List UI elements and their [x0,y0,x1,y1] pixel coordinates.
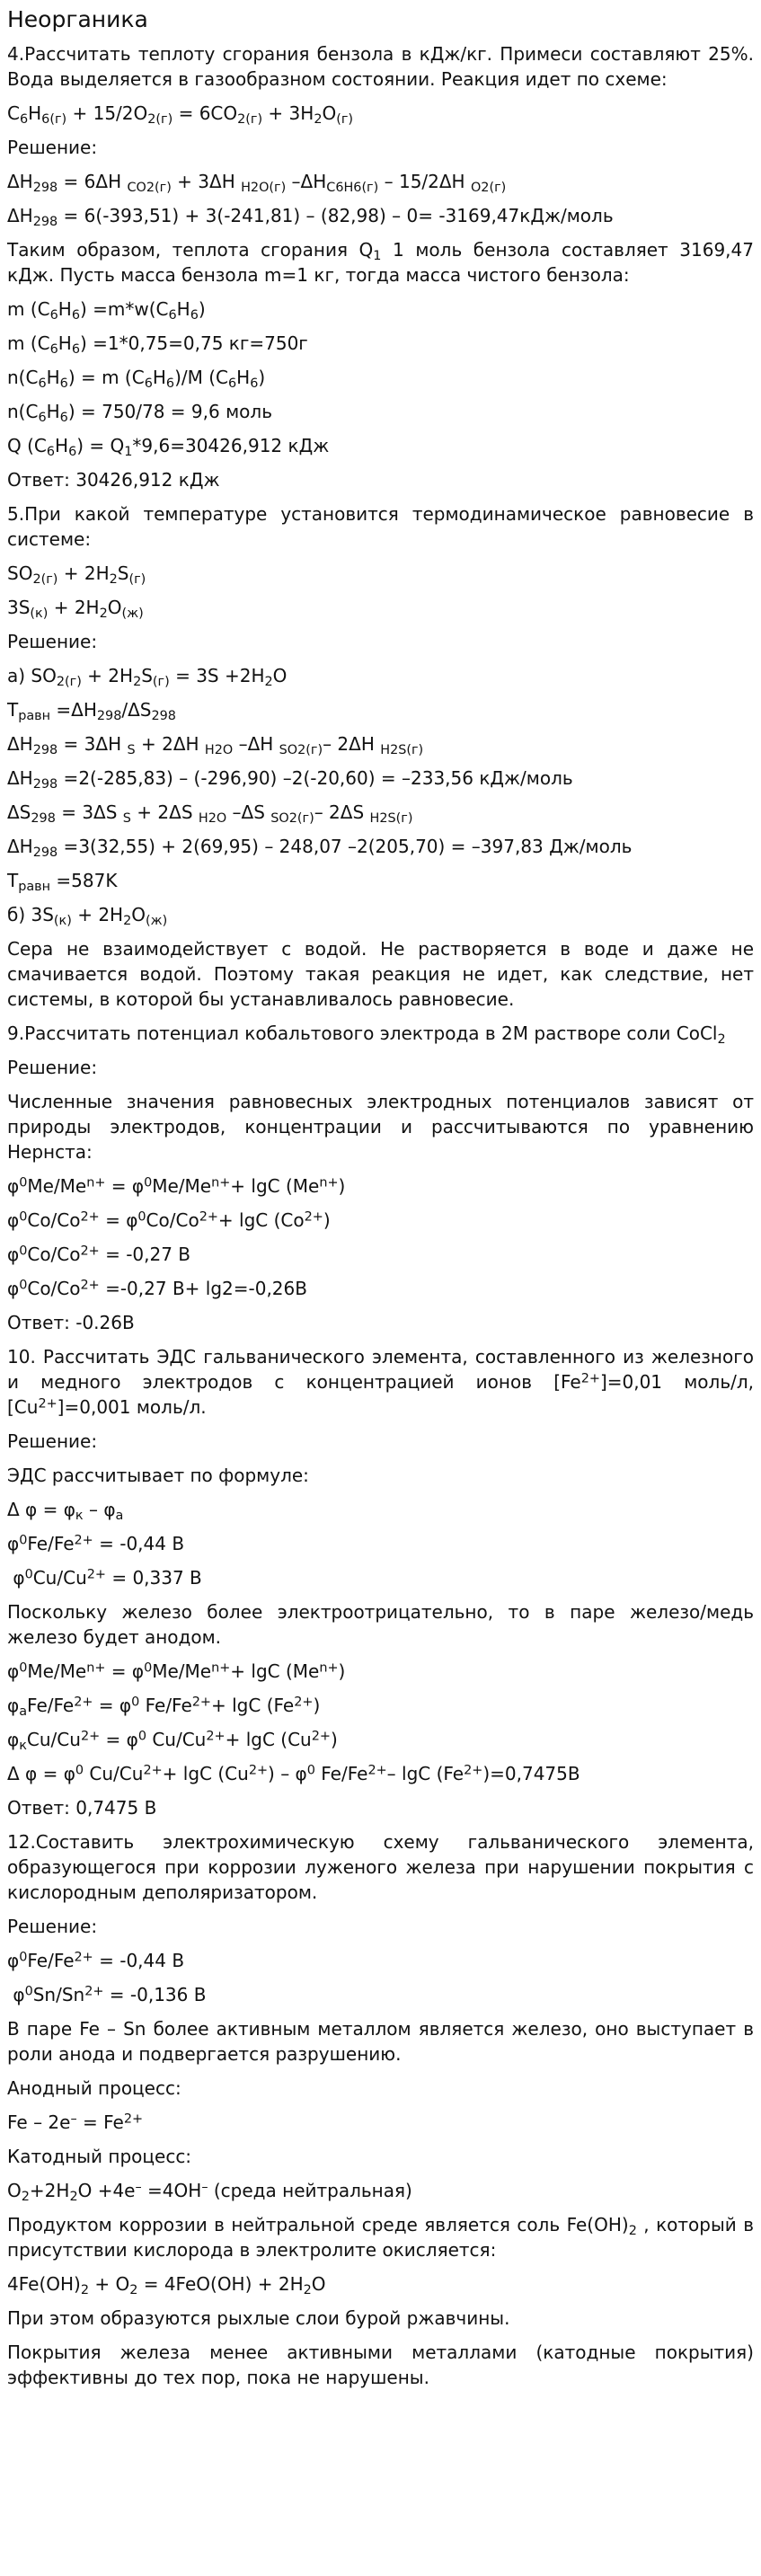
paragraph: $C_6H_{6(г)} + 15/2O_{2(г)} = 6CO_{2(г)} + 3H_2O_{(г)}$ [7,102,354,128]
paragraph: $\varphi^0Fe/Fe^{2+} = -0,44$ В [7,1533,185,1554]
paragraph: $\varphi_аFe/Fe^{2+} = \varphi^0$ $Fe/Fe^{2+}+ \lg C$ $(Fe^{2+})$ [7,1695,321,1720]
paragraph: $\Delta H_{298} = 6(-393,51) + 3(-241,81) - (82,98) - 0=$ -3169,47кДж/моль [7,205,614,230]
paragraph: $\varphi^0Co/Co^{2+} = -0,27$ В [7,1244,191,1265]
paragraph: $T_{равн} =587K$ [7,870,118,895]
paragraph: Численные значения равновесных электродных потенциалов зависят от природы электродов, концентрации и рассчитываются по уравнению Нернста: [7,1091,754,1163]
paragraph: Δ $\varphi = \varphi_к - \varphi_а$ [7,1499,124,1524]
paragraph: $Fe - 2e^- = Fe^{2+}$ [7,2111,144,2133]
paragraph: Решение: [7,137,98,158]
paragraph: Ответ: -0.26В [7,1312,135,1333]
paragraph: В паре Fe – Sn более активным металлом является железо, оно выступает в роли анода и подвергается разрушению. [7,2018,754,2065]
paragraph: $n(C_6H_6) = m$ $(C_6H_6)/M$ $(C_6H_6)$ [7,367,266,392]
paragraph: Q $(C_6H_6) = Q_1*9,6=30426,912$ кДж [7,435,330,460]
page-title: Неорганика [7,6,148,32]
paragraph: Решение: [7,1916,98,1937]
paragraph: 5.При какой температуре установится термодинамическое равновесие в системе: [7,503,754,550]
paragraph: Решение: [7,631,98,652]
paragraph: Решение: [7,1430,98,1452]
paragraph: $\varphi^0Cu/Cu^{2+} = 0,337$ В [7,1567,202,1589]
paragraph: При этом образуются рыхлые слои бурой ржавчины. [7,2307,510,2329]
paragraph: $\Delta H_{298} =3(32,55) + 2(69,95) - 248,07$ –2(205,70) = –397,83 Дж/моль [7,836,633,861]
paragraph: $\varphi^0Co/Co^{2+} =-0,27$ В+ lg2=-0,26В [7,1278,307,1299]
paragraph: ЭДС рассчитывает по формуле: [7,1465,309,1486]
paragraph: $3S_{(к)} + 2H_2O_{(ж)}$ [7,597,144,622]
paragraph: 4.Рассчитать теплоту сгорания бензола в кДж/кг. Примеси составляют 25%. Вода выделяется в газообразном состоянии. Реакция идет по схеме: [7,43,754,90]
paragraph: Таким образом, теплота сгорания $Q_1$ 1 моль бензола составляет 3169,47 кДж. Пусть масса бензола m=1 кг, тогда масса чистого бензола: [7,239,754,286]
paragraph: $\varphi^0Me/Me^{n+} = \varphi^0Me/Me^{n+}+ \lg C$ $(Me^{n+})$ [7,1175,346,1197]
paragraph: Анодный процесс: [7,2077,181,2099]
paragraph: Ответ: 0,7475 В [7,1797,157,1819]
paragraph: Сера не взаимодействует с водой. Не растворяется в воде и даже не смачивается водой. Поэтому такая реакция не идет, как следствие, нет системы, в которой бы устанавливалось равновесие. [7,938,754,1010]
paragraph: Δ $\varphi = \varphi^0$ $Cu/Cu^{2+}+ \lg C$ $(Cu^{2+}) - \varphi^0$ $Fe/Fe^{2+}-$ lgC $(Fe^{2+})=0,7475В$ [7,1763,580,1784]
paragraph: $\Delta S_{298} = 3\Delta S$ $_S$ + 2ΔS $_{H2O}$ –ΔS $_{SO2(г)}$– 2ΔS $_{H2S(г)}$ [7,801,413,827]
paragraph: $O_2+2H_2O +4e^- =4OH^-$ (среда нейтральная) [7,2180,412,2205]
paragraph: б) $3S_{(к)} + 2H_2O_{(ж)}$ [7,904,168,929]
paragraph: $\varphi^0Sn/Sn^{2+} = -0,136$ В [7,1984,207,2005]
paragraph: $\Delta H_{298} =2(-285,83) - (-296,90) -2(-20,60) = -233,56$ кДж/моль [7,767,573,792]
paragraph: m $(C_6H_6) =m*w(C_6H_6)$ [7,298,206,323]
paragraph: Решение: [7,1057,98,1078]
paragraph: m $(C_6H_6) =1*0,75=0,75$ кг=750г [7,332,308,358]
paragraph: $\varphi_кCu/Cu^{2+} = \varphi^0$ $Cu/Cu^{2+}+ \lg C$ $(Cu^{2+})$ [7,1729,338,1754]
paragraph: Покрытия железа менее активными металлами (катодные покрытия) эффективны до тех пор, пока не нарушены. [7,2341,754,2388]
paragraph: $n(C_6H_6) = 750/78 = 9,6$ моль [7,401,272,426]
paragraph: $T_{равн} =\Delta H_{298}/\Delta S_{298}$ [7,699,176,724]
paragraph: $\varphi^0Fe/Fe^{2+} = -0,44$ В [7,1950,185,1971]
paragraph: 12.Составить электрохимическую схему гальванического элемента, образующегося при коррозии луженого железа при нарушении покрытия с кислородным деполяризатором. [7,1831,754,1903]
paragraph: $\Delta H_{298} = 3\Delta H$ $_S$ + 2ΔH $_{H2O}$ –ΔH $_{SO2(г)}$– 2ΔH $_{H2S(г)}$ [7,733,424,758]
paragraph: 9.Рассчитать потенциал кобальтового электрода в 2М растворе соли CoCl$_2$ [7,1022,726,1048]
document-body [7,41,754,2390]
paragraph: $4Fe(OH)_2 + O_2 = 4FeO(OH) + 2H_2O$ [7,2273,326,2298]
paragraph: Катодный процесс: [7,2146,192,2167]
paragraph: Продуктом коррозии в нейтральной среде является соль $Fe(OH)_2$ , который в присутствии кислорода в электролите окисляется: [7,2214,755,2261]
paragraph: 10. Рассчитать ЭДС гальванического элемента, составленного из железного и медного электродов с концентрацией ионов $[Fe^{2+}]=0,01$ моль/л, $[Cu^{2+}]=0,001$ моль/л. [7,1346,754,1418]
paragraph: а) $SO_{2(г)} + 2H_2S_{(г)} = 3S +2H_2O$ [7,665,288,690]
paragraph: $SO_{2(г)} + 2H_2S_{(г)}$ [7,562,146,588]
paragraph: $\varphi^0Co/Co^{2+} = \varphi^0Co/Co^{2+}+ \lg C$ $(Co^{2+})$ [7,1209,331,1231]
paragraph: Поскольку железо более электроотрицательно, то в паре железо/медь железо будет анодом. [7,1601,754,1648]
paragraph: $\Delta H_{298} = 6\Delta H$ $_{CO2(г)}$ + 3ΔH $_{H2O(г)}$ $-\Delta H_{C6H6(г)} - 15/2\Delta H$ $_{O2(г)}$ [7,171,507,196]
paragraph: $\varphi^0Me/Me^{n+} = \varphi^0Me/Me^{n+}+ \lg C$ $(Me^{n+})$ [7,1660,346,1682]
paragraph: Ответ: 30426,912 кДж [7,469,220,491]
